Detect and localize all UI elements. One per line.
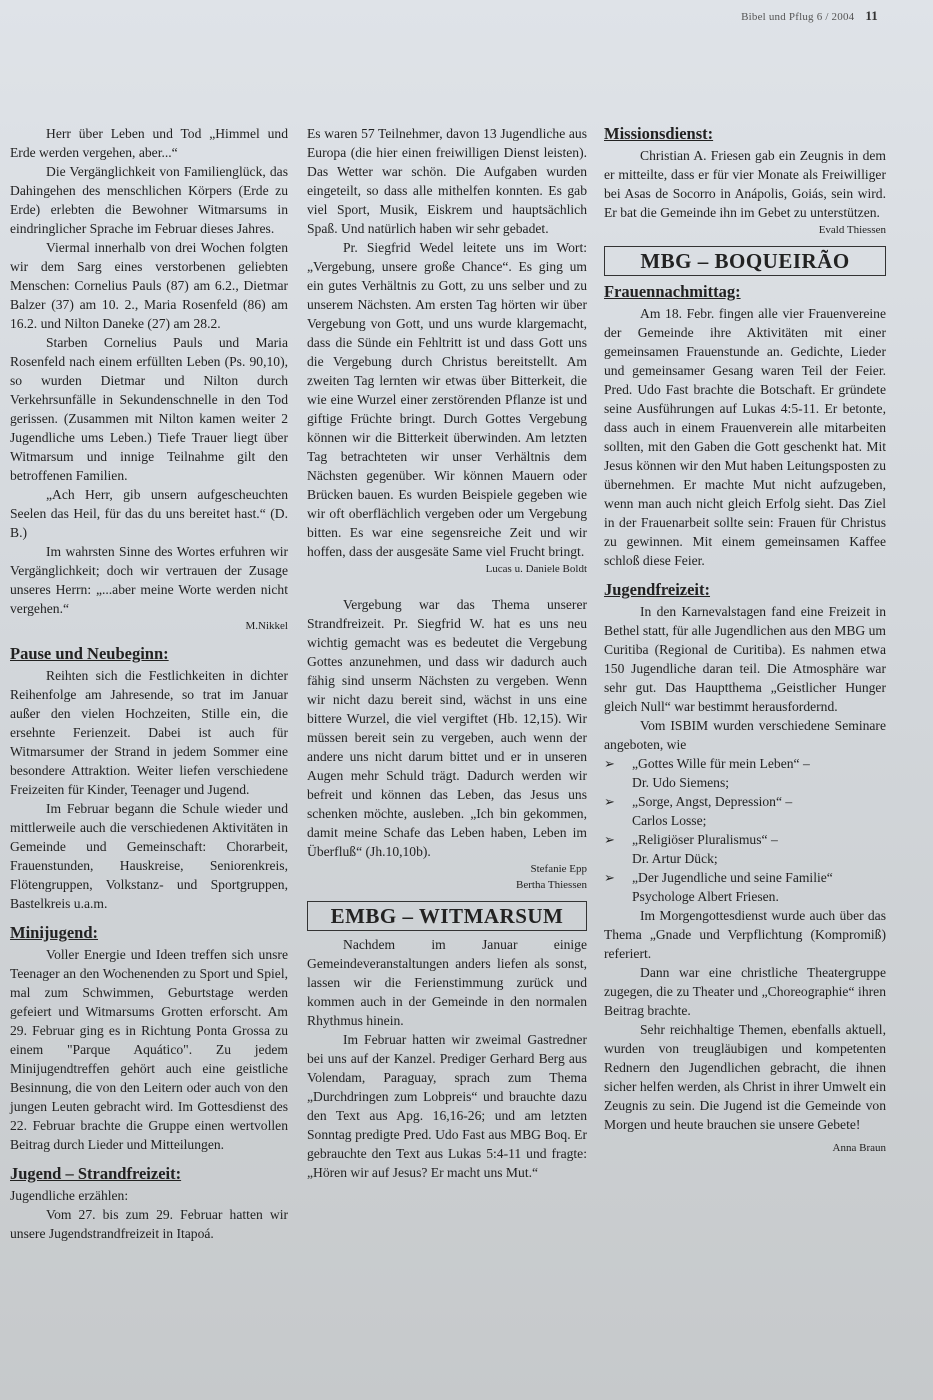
paragraph: Herr über Leben und Tod „Himmel und Erde werden vergehen, aber...“ (10, 126, 288, 160)
column-1 (10, 124, 288, 1400)
paragraph: „Ach Herr, gib unsern aufgescheuchten Seelen das Heil, für das du uns bereitet hast.“ (D. B.) (10, 487, 288, 540)
seminar-title: „Religiöser Pluralismus“ – (632, 832, 778, 847)
paragraph: Die Vergänglichkeit von Familienglück, das Dahingehen des menschlichen Körpers (Erde zu Erde) erlebten die Bewohner Witmarsums in eindringlicher Sprache im Februar dieses Jahres. (10, 164, 288, 236)
list-item (604, 868, 886, 906)
paragraph: Viermal innerhalb von drei Wochen folgten wir dem Sarg eines verstorbenen geliebten Menschen: Cornelius Pauls (87) am 6.2., Dietmar Balzer (37) am 10. 2., Maria Rosenfeld (86) am 16.2. und Nilton Daneke (27) am 28.2. (10, 240, 288, 331)
author-signature: Lucas u. Daniele Boldt (485, 563, 587, 575)
paragraph: Im Morgengottesdienst wurde auch über das Thema „Gnade und Verpflichtung (Kompromiß) referiert. (604, 908, 886, 961)
seminar-speaker: Carlos Losse; (632, 813, 707, 828)
paragraph: Dann war eine christliche Theatergruppe zugegen, die zu Theater und „Choreographie“ ihren Beitrag brachte. (604, 965, 886, 1018)
author-signature: Stefanie Epp (530, 863, 587, 875)
section-heading-jugendfreizeit: Jugendfreizeit: (604, 580, 711, 599)
author-signature: Anna Braun (832, 1142, 886, 1154)
paragraph: Vom ISBIM wurden verschiedene Seminare angeboten, wie (604, 718, 886, 752)
paragraph: Voller Energie und Ideen treffen sich unsre Teenager an den Wochenenden zu Sport und Spiel, mal zum Schwimmen, Geburtstage werden gefeiert und Witmarsums Grotten erforscht. Am 29. Februar ging es in Richtung Ponta Grossa zu einem "Parque Aquático". Zu jedem Minijugendtreffen gehört auch eine geistliche Besinnung, die von den Leitern oder auch von den jungen Leuten gebracht wird. Im Gottesdienst des 22. Februar brachte die Gruppe einen wertvollen Beitrag durch Lieder und Mitteilungen. (10, 947, 288, 1152)
paragraph: Jugendliche erzählen: (10, 1188, 129, 1203)
paragraph: Sehr reichhaltige Themen, ebenfalls aktuell, wurden von treugläubigen und kompetenten Rednern den Jugendlichen gebracht, die ihnen sicher helfen werden, als Christ in ihrer Umwelt ein Zeugnis zu sein. Die Jugend ist die Gemeinde von Morgen und heute brauchen sie unsere Gebete! (604, 1022, 886, 1132)
paragraph: Pr. Siegfrid Wedel leitete uns im Wort: „Vergebung, unsere große Chance“. Es ging um ein gutes Verhältnis zu Gott, zu uns selber und zu unserem Nächsten. Am ersten Tag hörten wir über Vergebung von Gott, und uns wurde klargemacht, dass die Sünde ein Fehltritt ist und dass Gott uns die Vergebung durch Christus bereitstellt. Am zweiten Tag lernten wir etwas über Bitterkeit, die wie eine Wurzel einer zerstörenden Pflanze ist und giftige Früchte bringt. Durch Gottes Vergebung können wir die Bitterkeit überwinden. Am letzten Tag betrachteten wir unser Verhältnis dem Nächsten gegenüber. Wir können Mauern oder Brücken bauen. Es wurden Beispiele gegeben wie wir oft oberflächlich vergeben oder um Vergebung bitten. Es war eine segensreiche Zeit und wir hoffen, dass der ausgesäte Same viel Frucht bringt. (307, 240, 587, 559)
section-heading-minijugend: Minijugend: (10, 923, 99, 942)
paragraph: Starben Cornelius Pauls und Maria Rosenfeld nach einem erfüllten Leben (Ps. 90,10), so wurden Dietmar und Nilton durch Verkehrsunfälle in Sekundenschnelle in den Tod gerissen. (Zusammen mit Nilton kamen weiter 2 Jugendliche ums Leben.) Tiefe Trauer liegt über Witmarsum und innige Teilnahme gilt den betroffenen Familien. (10, 335, 288, 483)
paragraph: Im Februar begann die Schule wieder und mittlerweile auch die verschiedenen Aktivitäten in Gemeinde und Gemeinschaft: Chorarbeit, Frauenstunden, Hauskreise, Seniorenkreis, Flötengruppen, Volkstanz- und Sportgruppen, Bastelkreis u.a.m. (10, 801, 288, 911)
seminar-speaker: Dr. Artur Dück; (632, 851, 718, 866)
column-2 (307, 124, 587, 1400)
section-heading-frauennachmittag: Frauennachmittag: (604, 282, 741, 301)
seminar-speaker: Dr. Udo Siemens; (632, 775, 730, 790)
section-box-witmarsum: EMBG – WITMARSUM (307, 901, 587, 931)
magazine-title: Bibel und Pflug (741, 11, 814, 23)
column-3 (604, 124, 886, 1400)
section-heading-strandfreizeit: Jugend – Strandfreizeit: (10, 1164, 182, 1183)
paragraph: Reihten sich die Festlichkeiten in dichter Reihenfolge am Jahresende, so trat im Januar außer den vielen Hochzeiten, Stille ein, die ersehnte Ferienzeit. Dabei ist auch für Witmarsumer der Strand in jedem Sommer eine besondere Attraktion. Weiter liefen verschiedene Freizeiten für Kinder, Teenager und Jugend. (10, 668, 288, 797)
paragraph: Es waren 57 Teilnehmer, davon 13 Jugendliche aus Europa (die hier einen freiwilligen Dienst leisten). Das Wetter war schön. Die Aufgaben wurden eingeteilt, so dass alle mithelfen konnten. Es gab viel Sport, Musik, Eiskrem und hauptsächlich Spaß. Und natürlich haben wir sehr gebadet. (307, 126, 587, 236)
paragraph: In den Karnevalstagen fand eine Freizeit in Bethel statt, für alle Jugendlichen aus den MBG um Curitiba (Regional de Curitiba). Es nahmen etwa 150 Jugendliche daran teil. Die Atmosphäre war sehr gut. Das Hauptthema „Geistlicher Hunger gleich Null“ war bestimmt herausfordernd. (604, 604, 887, 714)
issue-number: 6 / 2004 (816, 11, 855, 23)
arrow-bullet-icon: ➢ (604, 756, 615, 771)
paragraph: Vergebung war das Thema unserer Strandfreizeit. Pr. Siegfrid W. hat es uns neu wichtig gemacht was es bedeutet die Vergebung Gottes anzunehmen, und dass wir dadurch auch fähig sind unserm Nächsten zu vergeben. Wenn wir nicht dazu bereit sind, wächst in uns eine bittere Wurzel, die viel vergiftet (Hb. 12,15). Wir müssen bereit sein zu vergeben, auch wenn der andere uns nicht darum bittet und er in unseren Augen mehr Schuld trägt. Dadurch werden wir befreit und können das Leben, das Jesus uns schenken möchte, ausleben. „Ich bin gekommen, damit meine Schafe das Leben haben, Leben im Überfluß“ (Jh.10,10b). (307, 597, 587, 859)
seminar-title: „Der Jugendliche und seine Familie“ (632, 870, 833, 885)
section-heading-pause: Pause und Neubeginn: (10, 644, 169, 663)
arrow-bullet-icon: ➢ (604, 832, 615, 847)
page-number: 11 (865, 8, 878, 23)
list-item (604, 792, 886, 830)
section-box-boqueirao: MBG – BOQUEIRÃO (604, 246, 886, 276)
seminar-list (604, 754, 886, 906)
section-heading-missionsdienst: Missionsdienst: (604, 124, 714, 143)
paragraph: Vom 27. bis zum 29. Februar hatten wir unsere Jugendstrandfreizeit in Itapoá. (10, 1207, 288, 1241)
list-item (604, 754, 886, 792)
list-item (604, 830, 886, 868)
author-signature: Bertha Thiessen (516, 879, 587, 891)
paragraph: Im wahrsten Sinne des Wortes erfuhren wir Vergänglichkeit; doch wir vertrauen der Zusage unseres Herrn: „...aber meine Worte werden nicht vergehen.“ (10, 544, 288, 616)
seminar-title: „Gottes Wille für mein Leben“ – (632, 756, 810, 771)
author-signature: Evald Thiessen (818, 224, 886, 236)
seminar-speaker: Psychologe Albert Friesen. (632, 889, 779, 904)
arrow-bullet-icon: ➢ (604, 870, 615, 885)
paragraph: Nachdem im Januar einige Gemeindeveranstaltungen anders liefen als sonst, lassen wir die Ferienstimmung zurück und kommen auch in der Gemeinde in den normalen Rhythmus hinein. (307, 937, 587, 1028)
arrow-bullet-icon: ➢ (604, 794, 615, 809)
page-header (741, 8, 878, 24)
paragraph: Im Februar hatten wir zweimal Gastredner bei uns auf der Kanzel. Prediger Gerhard Berg aus Volendam, Paraguay, sprach zum Thema „Durchdringen zum Lobpreis“ und brauchte dazu den Text aus Apg. 16,16-26; und am letzten Sonntag predigte Pred. Udo Fast aus MBG Boq. Er gebrauchte den Text aus Lukas 5:4-11 und fragte: „Hören wir auf Jesus? Er macht uns Mut.“ (307, 1032, 587, 1180)
paragraph: Am 18. Febr. fingen alle vier Frauenvereine der Gemeinde ihre Aktivitäten mit einer gemeinsamen Frauenstunde an. Gedichte, Lieder und gemeinsamer Gesang waren Teil der Feier. Pred. Udo Fast brachte die Botschaft. Er gründete seine Ausführungen auf Lukas 4:5-11. Er betonte, dass auch in einem Frauenverein alle mitarbeiten sollten, mit den Gaben die Gott geschenkt hat. Mit Jesus können wir den Mut haben Leitungsposten zu übernehmen. Er machte Mut nicht aufzugeben, wenn man auch nicht gleich Erfolg sieht. Das Ziel in der Frauenarbeit sollte sein: Frauen für Christus zu gewinnen. Mit einem gemeinsamen Kaffee schloß diese Feier. (604, 306, 886, 568)
paragraph: Christian A. Friesen gab ein Zeugnis in dem er mitteilte, dass er für vier Monate als Freiwilliger bei Asas de Socorro in Anápolis, Goiás, sein wird. Er bat die Gemeinde ihn im Gebet zu unterstützen. (604, 148, 886, 220)
author-signature: M.Nikkel (245, 620, 288, 632)
seminar-title: „Sorge, Angst, Depression“ – (632, 794, 793, 809)
